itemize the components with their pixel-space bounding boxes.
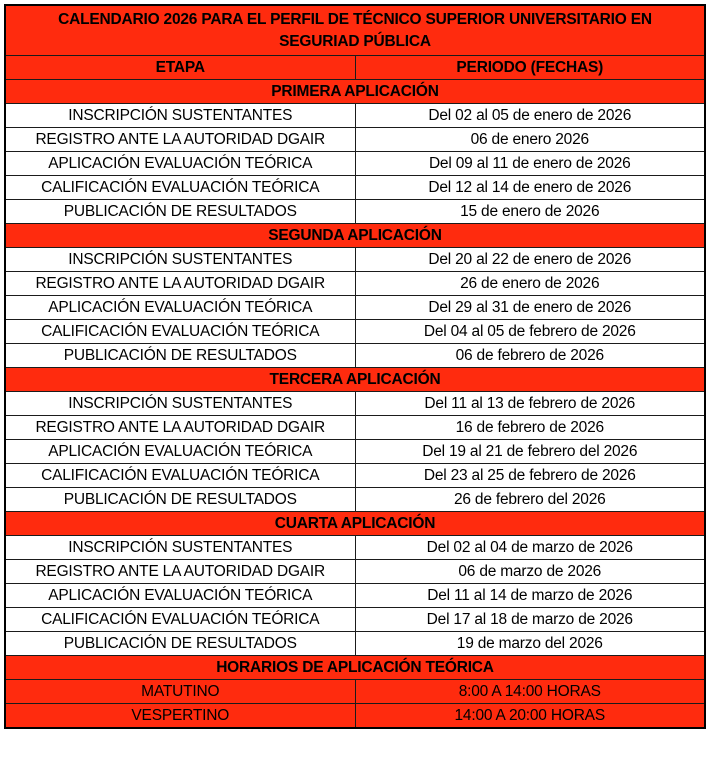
- etapa-cell: INSCRIPCIÓN SUSTENTANTES: [5, 104, 355, 128]
- etapa-cell: INSCRIPCIÓN SUSTENTANTES: [5, 536, 355, 560]
- periodo-cell: 06 de marzo de 2026: [355, 560, 705, 584]
- section-header-segunda: SEGUNDA APLICACIÓN: [5, 224, 705, 248]
- section-header-tercera: TERCERA APLICACIÓN: [5, 368, 705, 392]
- section-header-row: [5, 656, 705, 680]
- table-row: [5, 104, 705, 128]
- table-row: [5, 152, 705, 176]
- document-title-line1: CALENDARIO 2026 PARA EL PERFIL DE TÉCNICO SUPERIOR UNIVERSITARIO EN: [58, 10, 652, 28]
- table-row: [5, 584, 705, 608]
- document-title-line2: SEGURIAD PÚBLICA: [279, 32, 431, 50]
- etapa-cell: CALIFICACIÓN EVALUACIÓN TEÓRICA: [5, 608, 355, 632]
- periodo-cell: 14:00 A 20:00 HORAS: [355, 704, 705, 729]
- etapa-cell: CALIFICACIÓN EVALUACIÓN TEÓRICA: [5, 176, 355, 200]
- etapa-cell: APLICACIÓN EVALUACIÓN TEÓRICA: [5, 296, 355, 320]
- periodo-cell: 8:00 A 14:00 HORAS: [355, 680, 705, 704]
- periodo-cell: 06 de febrero de 2026: [355, 344, 705, 368]
- section-header-row: [5, 512, 705, 536]
- calendar-table: [4, 4, 706, 729]
- table-row: [5, 320, 705, 344]
- table-row: [5, 200, 705, 224]
- table-row: [5, 392, 705, 416]
- periodo-cell: Del 12 al 14 de enero de 2026: [355, 176, 705, 200]
- table-row: [5, 440, 705, 464]
- etapa-cell: APLICACIÓN EVALUACIÓN TEÓRICA: [5, 440, 355, 464]
- periodo-cell: 26 de febrero del 2026: [355, 488, 705, 512]
- periodo-cell: Del 02 al 04 de marzo de 2026: [355, 536, 705, 560]
- etapa-cell: REGISTRO ANTE LA AUTORIDAD DGAIR: [5, 272, 355, 296]
- table-row: [5, 608, 705, 632]
- etapa-cell: INSCRIPCIÓN SUSTENTANTES: [5, 392, 355, 416]
- periodo-cell: Del 23 al 25 de febrero de 2026: [355, 464, 705, 488]
- table-row: [5, 248, 705, 272]
- etapa-cell: PUBLICACIÓN DE RESULTADOS: [5, 632, 355, 656]
- etapa-cell: VESPERTINO: [5, 704, 355, 729]
- table-row: [5, 680, 705, 704]
- etapa-cell: INSCRIPCIÓN SUSTENTANTES: [5, 248, 355, 272]
- periodo-cell: 06 de enero 2026: [355, 128, 705, 152]
- etapa-cell: APLICACIÓN EVALUACIÓN TEÓRICA: [5, 152, 355, 176]
- section-header-row: [5, 80, 705, 104]
- section-header-cuarta: CUARTA APLICACIÓN: [5, 512, 705, 536]
- section-header-primera: PRIMERA APLICACIÓN: [5, 80, 705, 104]
- periodo-cell: Del 02 al 05 de enero de 2026: [355, 104, 705, 128]
- periodo-cell: Del 11 al 14 de marzo de 2026: [355, 584, 705, 608]
- etapa-cell: MATUTINO: [5, 680, 355, 704]
- periodo-cell: Del 19 al 21 de febrero del 2026: [355, 440, 705, 464]
- table-row: [5, 5, 705, 56]
- periodo-cell: 15 de enero de 2026: [355, 200, 705, 224]
- table-row: [5, 560, 705, 584]
- table-row: [5, 128, 705, 152]
- document-title: [5, 5, 705, 56]
- section-header-row: [5, 224, 705, 248]
- periodo-cell: 16 de febrero de 2026: [355, 416, 705, 440]
- table-row: [5, 536, 705, 560]
- etapa-cell: REGISTRO ANTE LA AUTORIDAD DGAIR: [5, 416, 355, 440]
- etapa-cell: PUBLICACIÓN DE RESULTADOS: [5, 344, 355, 368]
- etapa-cell: REGISTRO ANTE LA AUTORIDAD DGAIR: [5, 128, 355, 152]
- periodo-cell: Del 09 al 11 de enero de 2026: [355, 152, 705, 176]
- periodo-cell: 26 de enero de 2026: [355, 272, 705, 296]
- table-row: [5, 416, 705, 440]
- table-row: [5, 344, 705, 368]
- table-row: [5, 488, 705, 512]
- table-header-row: [5, 56, 705, 80]
- etapa-cell: PUBLICACIÓN DE RESULTADOS: [5, 200, 355, 224]
- periodo-cell: Del 29 al 31 de enero de 2026: [355, 296, 705, 320]
- section-header-horarios: HORARIOS DE APLICACIÓN TEÓRICA: [5, 656, 705, 680]
- table-row: [5, 632, 705, 656]
- table-row: [5, 176, 705, 200]
- table-row: [5, 464, 705, 488]
- column-header-periodo: PERIODO (FECHAS): [355, 56, 705, 80]
- table-row: [5, 272, 705, 296]
- etapa-cell: CALIFICACIÓN EVALUACIÓN TEÓRICA: [5, 320, 355, 344]
- periodo-cell: Del 20 al 22 de enero de 2026: [355, 248, 705, 272]
- table-row: [5, 704, 705, 729]
- periodo-cell: Del 11 al 13 de febrero de 2026: [355, 392, 705, 416]
- periodo-cell: Del 17 al 18 de marzo de 2026: [355, 608, 705, 632]
- etapa-cell: CALIFICACIÓN EVALUACIÓN TEÓRICA: [5, 464, 355, 488]
- section-header-row: [5, 368, 705, 392]
- periodo-cell: 19 de marzo del 2026: [355, 632, 705, 656]
- etapa-cell: APLICACIÓN EVALUACIÓN TEÓRICA: [5, 584, 355, 608]
- table-row: [5, 296, 705, 320]
- periodo-cell: Del 04 al 05 de febrero de 2026: [355, 320, 705, 344]
- etapa-cell: PUBLICACIÓN DE RESULTADOS: [5, 488, 355, 512]
- etapa-cell: REGISTRO ANTE LA AUTORIDAD DGAIR: [5, 560, 355, 584]
- column-header-etapa: ETAPA: [5, 56, 355, 80]
